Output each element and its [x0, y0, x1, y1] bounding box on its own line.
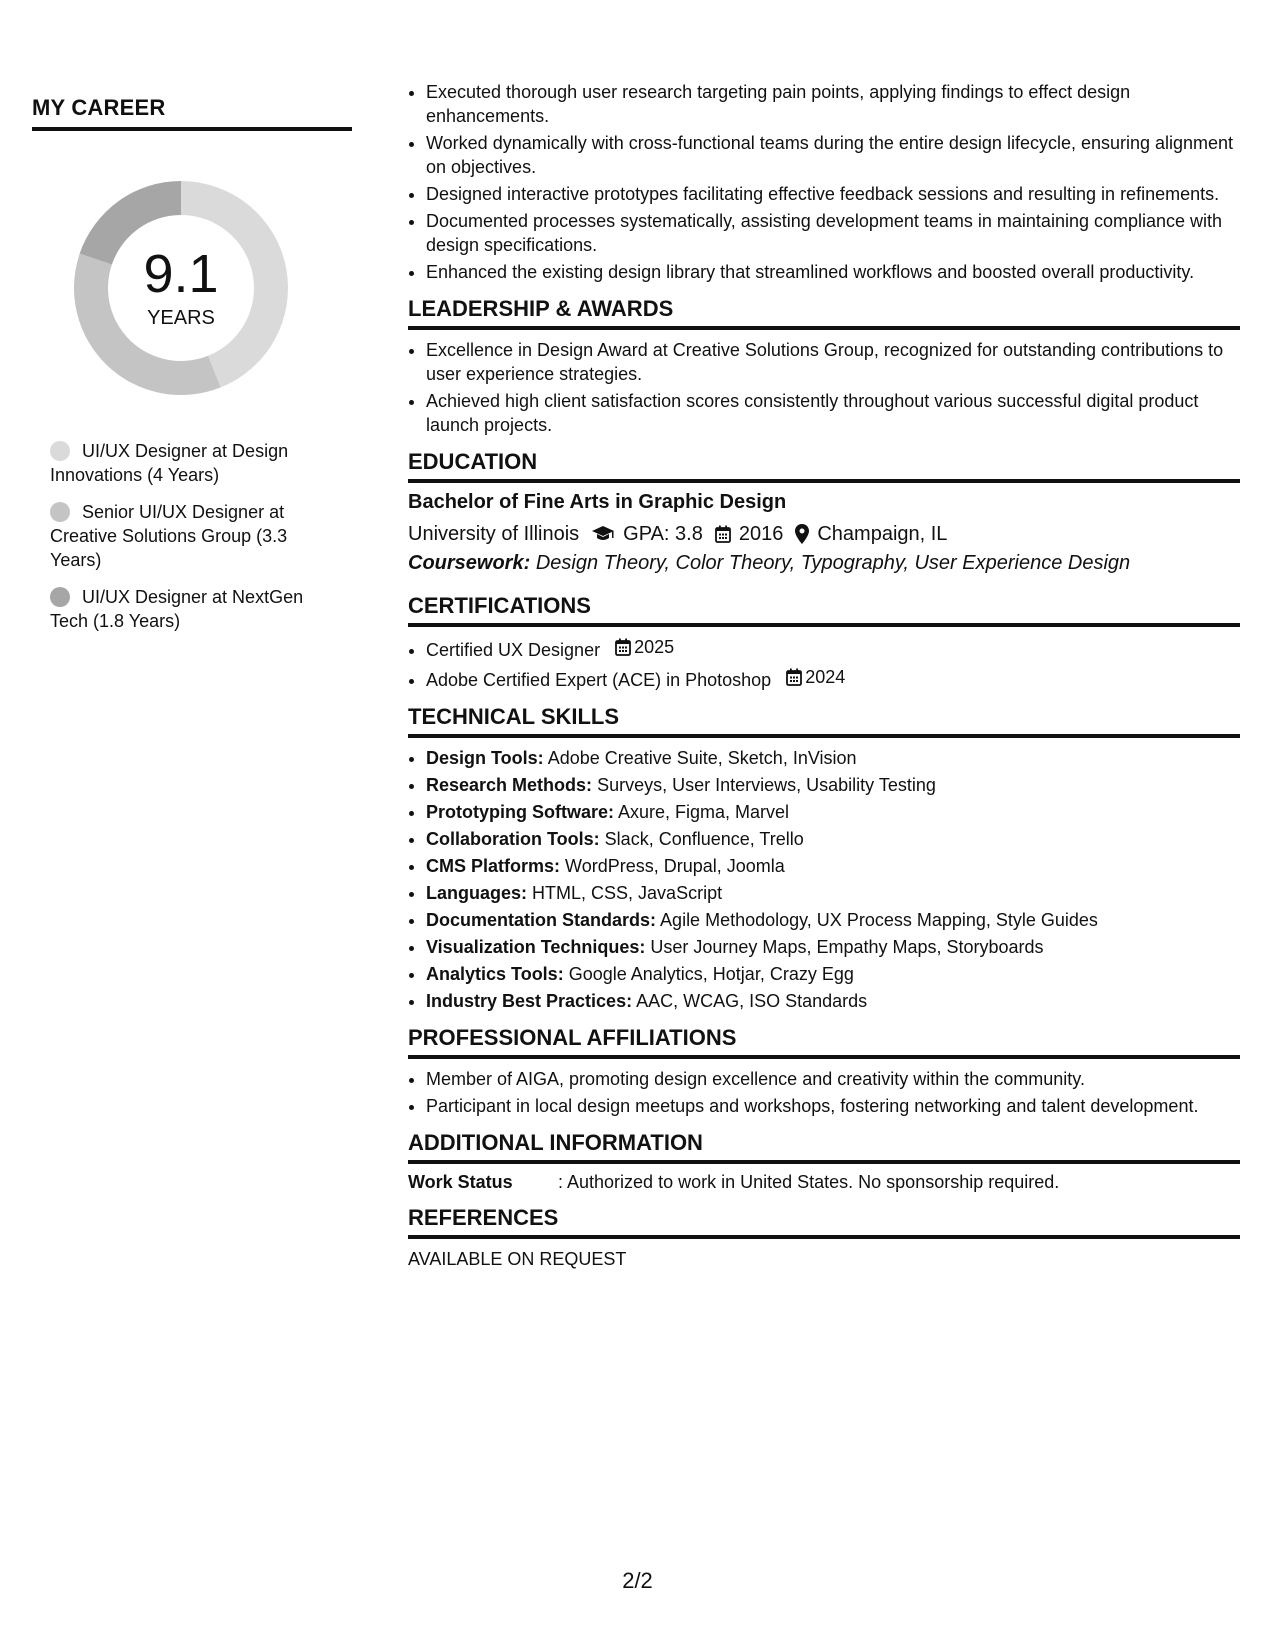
affiliation-item: • Member of AIGA, promoting design excellence and creativity within the community. [426, 1067, 1240, 1091]
calendar-icon [615, 638, 631, 656]
skill-value: Agile Methodology, UX Process Mapping, Style Guides [660, 910, 1098, 930]
affiliation-item: • Participant in local design meetups and workshops, fostering networking and talent development. [426, 1094, 1240, 1118]
skill-item [426, 989, 1240, 1013]
education-details [408, 520, 1240, 548]
certification-year: 2025 [634, 637, 675, 657]
education-coursework [408, 552, 1240, 575]
certification-item [426, 635, 1240, 662]
legend-item [50, 585, 330, 633]
skill-item [426, 908, 1240, 932]
experience-bullets [408, 80, 1240, 284]
skill-value: AAC, WCAG, ISO Standards [636, 991, 868, 1011]
legend-label: Senior UI/UX Designer at Creative Solutions Group (3.3 Years) [50, 502, 288, 570]
skills-heading: TECHNICAL SKILLS [408, 704, 1240, 738]
experience-bullet: • Executed thorough user research targeting pain points, applying findings to effect design enhancements. [426, 80, 1240, 128]
coursework-label: Coursework: [408, 552, 531, 574]
skill-label: Languages: [426, 883, 528, 903]
education-gpa: GPA: 3.8 [623, 523, 703, 545]
work-status-row [408, 1172, 1240, 1193]
experience-bullet: • Enhanced the existing design library that streamlined workflows and boosted overall productivity. [426, 260, 1240, 284]
education-heading: EDUCATION [408, 449, 1240, 483]
career-donut-chart [66, 173, 296, 403]
skill-item [426, 962, 1240, 986]
education-location: Champaign, IL [817, 523, 948, 545]
skill-label: Visualization Techniques: [426, 937, 646, 957]
skill-label: Prototyping Software: [426, 802, 614, 822]
coursework-value: Design Theory, Color Theory, Typography, User Experience Design [535, 552, 1131, 574]
skill-label: Documentation Standards: [426, 910, 657, 930]
calendar-icon [786, 668, 802, 686]
skill-item [426, 800, 1240, 824]
skill-value: WordPress, Drupal, Joomla [565, 856, 785, 876]
career-sidebar [32, 95, 352, 646]
skill-label: Collaboration Tools: [426, 829, 600, 849]
legend-label: UI/UX Designer at Design Innovations (4 Years) [50, 441, 289, 485]
skills-list [408, 746, 1240, 1013]
skill-value: Slack, Confluence, Trello [604, 829, 804, 849]
legend-dot-icon [50, 587, 70, 607]
skill-value: Google Analytics, Hotjar, Crazy Egg [568, 964, 854, 984]
references-heading: REFERENCES [408, 1205, 1240, 1239]
education-school: University of Illinois [408, 523, 580, 545]
skill-item [426, 773, 1240, 797]
skill-value: Adobe Creative Suite, Sketch, InVision [547, 748, 857, 768]
certification-name: Adobe Certified Expert (ACE) in Photoshop [426, 670, 772, 690]
career-legend [50, 439, 330, 633]
legend-label: UI/UX Designer at NextGen Tech (1.8 Years) [50, 587, 304, 631]
skill-item [426, 827, 1240, 851]
skill-value: Axure, Figma, Marvel [618, 802, 790, 822]
work-status-value: : Authorized to work in United States. No sponsorship required. [558, 1172, 1060, 1192]
references-text: AVAILABLE ON REQUEST [408, 1249, 627, 1269]
skill-label: CMS Platforms: [426, 856, 561, 876]
education-year: 2016 [738, 523, 784, 545]
skill-item [426, 935, 1240, 959]
skill-label: Design Tools: [426, 748, 544, 768]
skill-value: Surveys, User Interviews, Usability Testing [597, 775, 936, 795]
main-content [408, 80, 1240, 1270]
experience-bullet: • Worked dynamically with cross-functional teams during the entire design lifecycle, ensuring alignment on objectives. [426, 131, 1240, 179]
skill-label: Industry Best Practices: [426, 991, 633, 1011]
legend-dot-icon [50, 502, 70, 522]
legend-item [50, 500, 330, 572]
graduation-cap-icon [591, 525, 615, 543]
certifications-list [408, 635, 1240, 692]
skill-value: User Journey Maps, Empathy Maps, Storyboards [650, 937, 1044, 957]
affiliations-list [408, 1067, 1240, 1118]
certification-item [426, 665, 1240, 692]
additional-info-heading: ADDITIONAL INFORMATION [408, 1130, 1240, 1164]
certification-name: Certified UX Designer [426, 640, 601, 660]
page-number: 2/2 [622, 1568, 653, 1593]
skill-item [426, 881, 1240, 905]
skill-label: Analytics Tools: [426, 964, 564, 984]
legend-item [50, 439, 330, 487]
work-status-label: Work Status [408, 1172, 513, 1192]
affiliations-heading: PROFESSIONAL AFFILIATIONS [408, 1025, 1240, 1059]
leadership-heading: LEADERSHIP & AWARDS [408, 296, 1240, 330]
leadership-item: • Achieved high client satisfaction scores consistently throughout various successful digital product launch projects. [426, 389, 1240, 437]
skill-item [426, 746, 1240, 770]
total-years-value: 9.1 [143, 243, 219, 304]
certifications-heading: CERTIFICATIONS [408, 593, 1240, 627]
skill-item [426, 854, 1240, 878]
location-pin-icon [795, 524, 809, 544]
total-years-unit: YEARS [147, 306, 215, 329]
leadership-list [408, 338, 1240, 437]
certification-year: 2024 [805, 667, 846, 687]
leadership-item: • Excellence in Design Award at Creative Solutions Group, recognized for outstanding contributions to user experience strategies. [426, 338, 1240, 386]
experience-bullet: • Designed interactive prototypes facilitating effective feedback sessions and resulting in refinements. [426, 182, 1240, 206]
education-degree: Bachelor of Fine Arts in Graphic Design [408, 491, 787, 513]
legend-dot-icon [50, 441, 70, 461]
skill-value: HTML, CSS, JavaScript [532, 883, 723, 903]
experience-bullet: • Documented processes systematically, assisting development teams in maintaining compliance with design specifications. [426, 209, 1240, 257]
calendar-icon [715, 525, 731, 543]
skill-label: Research Methods: [426, 775, 593, 795]
career-title: MY CAREER [32, 95, 352, 131]
